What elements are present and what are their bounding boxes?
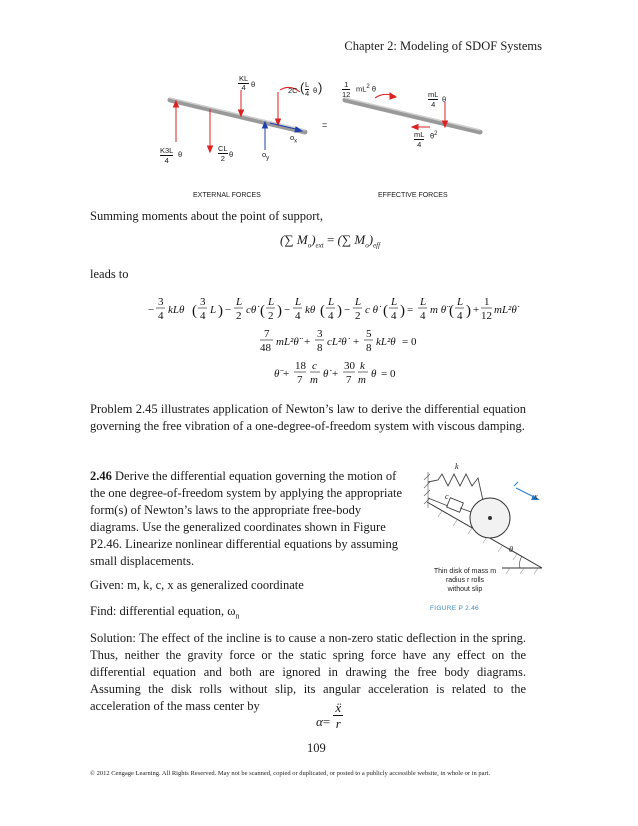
- label-cl2: [218, 144, 228, 163]
- figure-p246: [412, 460, 550, 620]
- label-cl2-num: CL: [218, 144, 228, 153]
- svg-text:48: 48: [260, 342, 271, 354]
- svg-text:3: 3: [317, 328, 323, 340]
- label-oy: [262, 150, 269, 162]
- label-ml2-thetasym: θ: [371, 84, 377, 94]
- label-oy-sub: y: [266, 155, 270, 162]
- svg-text:L: L: [295, 296, 302, 308]
- svg-text:θ̇: θ̇: [323, 368, 329, 380]
- svg-text:4: 4: [457, 310, 463, 322]
- label-2c-theta: θ: [313, 86, 318, 95]
- svg-text:2: 2: [355, 310, 361, 322]
- label-2c-paren-close: ): [318, 80, 323, 95]
- disk-center: [488, 516, 492, 520]
- svg-text:L: L: [328, 296, 335, 308]
- label-ml2-sup: 2: [366, 84, 370, 90]
- label-cl2-den: 2: [220, 154, 225, 163]
- svg-text:kθ: kθ: [305, 304, 316, 316]
- svg-text:L: L: [355, 296, 362, 308]
- svg-text:18: 18: [295, 360, 306, 372]
- label-ml4-bottom-sup: 2: [434, 131, 438, 137]
- label-2c-frac-den: 4: [305, 89, 310, 98]
- label-ml4-bottom-den: 4: [417, 140, 422, 149]
- svg-text:+: +: [304, 336, 311, 348]
- svg-text:4: 4: [295, 310, 301, 322]
- svg-text:L: L: [236, 296, 243, 308]
- moment-sum-rhs-eff: eff: [373, 241, 381, 250]
- label-ml4-bottom: [414, 130, 424, 149]
- label-ox-o: o: [290, 133, 295, 142]
- label-kl4-den: 4: [241, 83, 246, 92]
- label-oy-o: o: [262, 150, 267, 159]
- fig-p246-caption-2: radius r rolls: [445, 577, 485, 584]
- svg-text:−: −: [344, 304, 351, 316]
- svg-text:L: L: [210, 304, 217, 316]
- svg-text:mL²θ̈: mL²θ̈: [494, 304, 517, 316]
- label-1-12: [342, 80, 350, 99]
- label-k3l4-den: 4: [164, 156, 169, 165]
- fig-label-theta: θ: [509, 545, 513, 554]
- label-2c: 2C: [288, 86, 298, 95]
- svg-text:mL²θ̈: mL²θ̈: [276, 336, 299, 348]
- find-text: [90, 603, 239, 625]
- label-ml4-top-den: 4: [431, 100, 436, 109]
- fig-p246-label: FIGURE P 2.46: [430, 605, 479, 612]
- summing-text: Summing moments about the point of support,: [90, 209, 323, 223]
- svg-text:): ): [277, 303, 282, 319]
- label-1-12-num: 1: [342, 80, 350, 90]
- label-ox: [290, 133, 297, 145]
- label-kl4-num: KL: [239, 74, 249, 83]
- label-1-12-den: 12: [342, 90, 351, 99]
- label-ml4-bottom-theta2: [430, 131, 438, 141]
- svg-text:(: (: [192, 303, 197, 319]
- svg-text:8: 8: [366, 342, 372, 354]
- external-forces-label: EXTERNAL FORCES: [193, 192, 261, 199]
- effective-forces-label: EFFECTIVE FORCES: [378, 192, 448, 199]
- alpha-equation: α= $\frac{\text{ẍ}}{r}$: [316, 700, 342, 731]
- moment-sum-rhs-sub: o: [365, 241, 369, 250]
- moment-sum-equation: (∑ $M_o)_{ext}$ = (∑ $M_o)_{eff}$: [280, 232, 381, 250]
- derived-equations: [140, 285, 520, 390]
- svg-text:L: L: [420, 296, 427, 308]
- find-sub: n: [235, 611, 240, 621]
- svg-text:5: 5: [366, 328, 372, 340]
- svg-text:m: m: [358, 374, 366, 386]
- svg-text:−: −: [284, 304, 291, 316]
- svg-text:): ): [337, 303, 342, 319]
- svg-text:3: 3: [200, 296, 206, 308]
- label-kl4: [238, 75, 249, 92]
- svg-text:30: 30: [344, 360, 355, 372]
- solution-text: Solution: The effect of the incline is to cause a non-zero static deflection in the spring. Thus, neither the gravity force or the static spring force have any effect on the differential equation and both are ignored in drawing the free body diagrams. Assuming the disk rolls without slip, its angular acceleration is related to the acceleration of the mass center by: [90, 631, 526, 713]
- moment-sum-lhs-ext: ext: [315, 241, 324, 250]
- copyright-footer: © 2012 Cengage Learning. All Rights Reserved. May not be scanned, copied or duplicated, or posted to a publicly accessible website, in whole or in part.: [90, 770, 491, 777]
- svg-text:12: 12: [481, 310, 492, 322]
- svg-text:3: 3: [158, 296, 164, 308]
- moment-sum-lhs-sub: o: [307, 241, 312, 250]
- svg-text:L: L: [391, 296, 398, 308]
- svg-text:4: 4: [420, 310, 426, 322]
- svg-text:+: +: [473, 304, 480, 316]
- given-text: Given: m, k, c, x as generalized coordinate: [90, 578, 304, 592]
- eq1-text: −: [148, 304, 155, 316]
- wall-hatch: [424, 472, 430, 508]
- svg-text:c: c: [312, 360, 317, 372]
- theta-arc: [520, 556, 522, 568]
- find-main: Find: differential equation, ω: [90, 604, 236, 618]
- label-ml4-top-num: mL: [428, 90, 439, 99]
- svg-text:θ: θ: [371, 368, 377, 380]
- svg-text:): ): [218, 303, 223, 319]
- label-ml2-theta: [356, 84, 376, 94]
- label-k3l4: [160, 146, 173, 165]
- fig-label-x: x: [534, 492, 538, 501]
- external-bar: [170, 100, 305, 132]
- svg-text:=: =: [407, 304, 414, 316]
- label-kl4-theta: θ: [251, 80, 256, 89]
- svg-text:8: 8: [317, 342, 323, 354]
- svg-text:7: 7: [297, 374, 303, 386]
- svg-text:m θ̈: m θ̈: [430, 304, 447, 316]
- svg-text:(: (: [260, 303, 265, 319]
- problem-245-text: Problem 2.45 illustrates application of Newton’s law to derive the differential equation governing the free vibration of a one-degree-of-freedom system with viscous damping.: [90, 402, 526, 433]
- equals-sign: =: [322, 120, 328, 130]
- svg-text:7: 7: [264, 328, 270, 340]
- label-k3l4-num: K3L: [160, 146, 174, 155]
- moment-sum-rhs: (∑ M: [337, 232, 366, 247]
- fig-p246-caption-3: without slip: [447, 586, 483, 593]
- svg-text:): ): [466, 303, 471, 319]
- label-ox-sub: x: [294, 138, 298, 145]
- fig-p246-caption-1: Thin disk of mass m: [433, 568, 497, 575]
- svg-text:7: 7: [346, 374, 352, 386]
- label-ml4-top: [428, 90, 438, 109]
- fig-label-c: c: [445, 492, 449, 501]
- svg-text:cθ̇: cθ̇: [246, 304, 257, 316]
- label-ml2-text: mL: [356, 84, 367, 94]
- svg-text:2: 2: [236, 310, 242, 322]
- label-cl2-theta: θ: [229, 150, 234, 159]
- label-ml4-top-theta: θ: [442, 95, 447, 104]
- svg-text:4: 4: [391, 310, 397, 322]
- svg-text:kL²θ: kL²θ: [376, 336, 396, 348]
- svg-text:= 0: = 0: [381, 368, 396, 380]
- svg-text:+: +: [353, 336, 360, 348]
- label-k3l4-theta: θ: [178, 150, 183, 159]
- label-2c-paren: (: [300, 80, 305, 95]
- moment-sum-equals: =: [326, 232, 335, 247]
- leads-to-text: leads to: [90, 267, 129, 281]
- svg-text:(: (: [320, 303, 325, 319]
- svg-text:c θ̇: c θ̇: [365, 304, 379, 316]
- svg-text:4: 4: [158, 310, 164, 322]
- svg-text:L: L: [457, 296, 464, 308]
- problem-246-text: Derive the differential equation governing the motion of the one degree-of-freedom system by applying the appropriate form(s) of Newton’s laws to the appropriate free-body diagrams. Use the generalized coordinates shown in Figure P2.46. Linearize nonlinear differential equations by assuming small displacements.: [90, 469, 403, 568]
- svg-text:(: (: [449, 303, 454, 319]
- label-2c-frac-num: L: [305, 80, 310, 89]
- chapter-header: Chapter 2: Modeling of SDOF Systems: [344, 39, 542, 53]
- page-number: 109: [307, 741, 326, 755]
- svg-text:4: 4: [328, 310, 334, 322]
- svg-text:): ): [400, 303, 405, 319]
- moment-sum-lhs: (∑ M: [280, 232, 308, 247]
- svg-text:−: −: [225, 304, 232, 316]
- svg-text:1: 1: [484, 296, 490, 308]
- problem-246-block: [90, 468, 408, 570]
- fig-label-k: k: [455, 462, 459, 471]
- svg-text:kLθ: kLθ: [168, 304, 185, 316]
- label-ml4-bottom-num: mL: [414, 130, 425, 139]
- label-ml4-bottom-thetasym: θ: [430, 131, 435, 141]
- svg-text:(: (: [383, 303, 388, 319]
- svg-text:θ̈: θ̈: [274, 368, 280, 380]
- svg-text:4: 4: [200, 310, 206, 322]
- svg-text:L: L: [268, 296, 275, 308]
- svg-text:2: 2: [268, 310, 274, 322]
- fig-p246-caption: [425, 567, 505, 594]
- svg-text:= 0: = 0: [402, 336, 417, 348]
- svg-text:+: +: [283, 368, 290, 380]
- svg-text:+: +: [332, 368, 339, 380]
- svg-text:k: k: [360, 360, 365, 372]
- problem-246-number: 2.46: [90, 469, 112, 483]
- label-2c-frac: [305, 81, 309, 98]
- svg-text:m: m: [310, 374, 318, 386]
- svg-text:cL²θ̇: cL²θ̇: [327, 336, 347, 348]
